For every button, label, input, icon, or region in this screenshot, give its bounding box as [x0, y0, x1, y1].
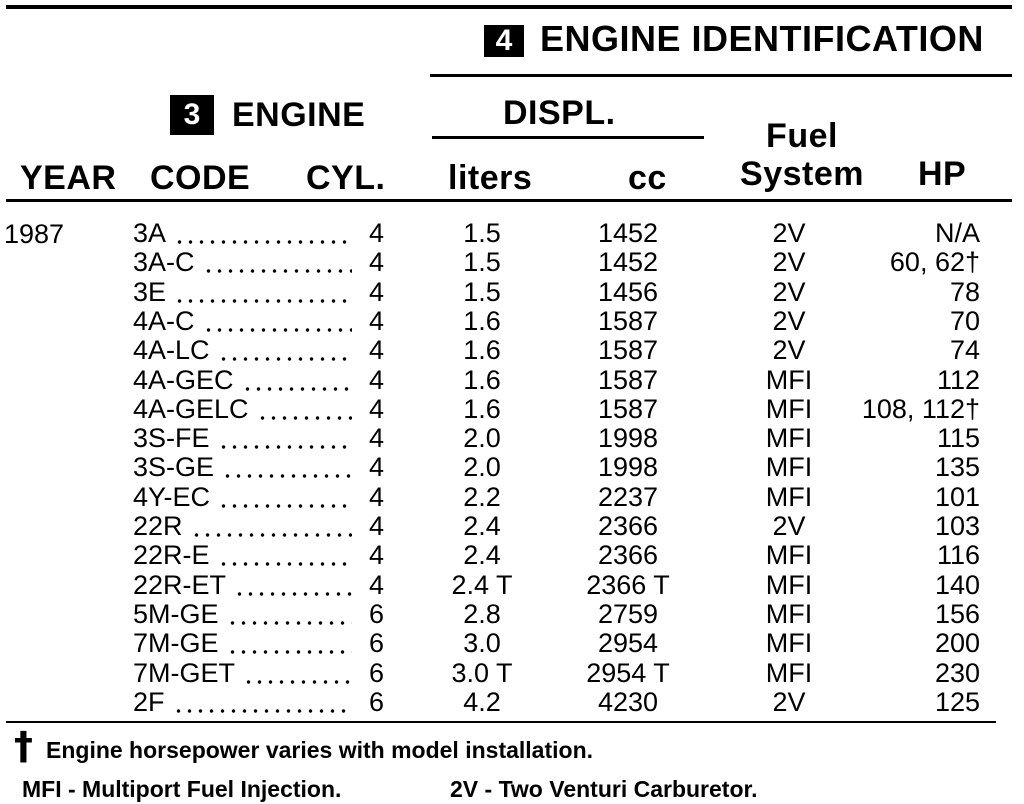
- row-cell-fuel: 2V: [772, 512, 806, 541]
- row-cell-cyl: 6: [368, 629, 384, 659]
- row-cell-fuel: MFI: [765, 599, 813, 629]
- leader-dots: [218, 483, 352, 512]
- row-cell-code: 4A-GELC: [133, 394, 249, 424]
- row-cell-fuel: MFI: [765, 453, 813, 483]
- row-cell-cc: 1587: [597, 336, 659, 366]
- row-cell-fuel: MFI: [765, 658, 813, 688]
- table-row: [0, 688, 1024, 717]
- row-cell-fuel: 2V: [772, 248, 806, 278]
- row-cell-cc: 1587: [597, 365, 659, 395]
- row-cell-hp: 116: [936, 541, 980, 571]
- row-cell-code: 7M-GET: [133, 658, 236, 688]
- leader-dots: [218, 336, 352, 365]
- section4-rule: [430, 74, 1012, 77]
- column-header-code: CODE: [150, 159, 251, 197]
- row-cell-cc: 2759: [597, 599, 659, 629]
- row-cell-cyl: 4: [368, 512, 384, 541]
- row-cell-code: 7M-GE: [133, 629, 219, 659]
- row-cell-fuel: MFI: [765, 394, 813, 424]
- row-cell-cc: 1587: [597, 394, 659, 424]
- row-cell-fuel: MFI: [765, 629, 813, 659]
- row-cell-cyl: 6: [368, 599, 384, 629]
- row-cell-cc: 2366: [597, 512, 659, 541]
- table-row: [0, 600, 1024, 629]
- leader-dots: [227, 600, 352, 629]
- leader-dots: [218, 541, 352, 570]
- row-cell-hp: 200: [934, 629, 980, 659]
- row-cell-cyl: 6: [368, 658, 384, 688]
- row-cell-liters: 1.5: [463, 277, 501, 307]
- row-cell-cyl: 4: [368, 336, 384, 366]
- row-cell-cyl: 4: [368, 424, 384, 454]
- row-cell-cc: 1452: [597, 248, 659, 278]
- table-row: [0, 219, 1024, 248]
- row-cell-cyl: 4: [368, 394, 384, 424]
- leader-dots: [234, 571, 352, 600]
- row-cell-code: 3A: [133, 219, 167, 248]
- row-cell-hp: 108, 112†: [861, 394, 980, 424]
- leader-dots: [227, 629, 352, 658]
- row-cell-cc: 1998: [597, 424, 659, 454]
- row-cell-code: 5M-GE: [133, 599, 219, 629]
- row-cell-hp: 156: [934, 599, 980, 629]
- row-cell-hp: 70: [949, 306, 980, 336]
- table-row: [0, 541, 1024, 570]
- row-cell-fuel: 2V: [772, 306, 806, 336]
- row-cell-liters: 1.5: [463, 219, 501, 248]
- row-cell-cyl: 4: [368, 219, 384, 248]
- row-cell-fuel: MFI: [765, 365, 813, 395]
- footnote-2v: 2V - Two Venturi Carburetor.: [450, 776, 758, 802]
- row-cell-code: 4A-GEC: [133, 365, 234, 395]
- top-rule: [6, 5, 1012, 9]
- table-row: [0, 395, 1024, 424]
- row-cell-liters: 1.6: [463, 365, 501, 395]
- row-cell-cc: 2237: [597, 482, 659, 512]
- row-cell-hp: N/A: [934, 219, 980, 248]
- row-cell-cyl: 4: [368, 277, 384, 307]
- row-cell-liters: 1.6: [463, 336, 501, 366]
- leader-dots: [257, 395, 352, 424]
- displ-rule: [432, 136, 704, 139]
- row-cell-liters: 4.2: [463, 687, 501, 717]
- row-cell-cyl: 6: [368, 687, 384, 717]
- row-cell-fuel: MFI: [765, 570, 813, 600]
- leader-dots: [174, 219, 352, 248]
- row-cell-cc: 1587: [597, 306, 659, 336]
- row-cell-hp: 103: [934, 512, 980, 541]
- row-cell-hp: 78: [949, 277, 980, 307]
- row-cell-cc: 2366 T: [586, 570, 670, 600]
- row-cell-fuel: 2V: [772, 687, 806, 717]
- table-row: [0, 248, 1024, 277]
- dagger-icon: †: [14, 724, 33, 768]
- column-header-cyl: CYL.: [306, 159, 386, 197]
- table-row: [0, 307, 1024, 336]
- leader-dots: [191, 512, 352, 541]
- row-cell-fuel: 2V: [772, 277, 806, 307]
- row-cell-cyl: 4: [368, 453, 384, 483]
- row-cell-liters: 2.0: [463, 453, 501, 483]
- table-row: [0, 336, 1024, 365]
- table-row: [0, 659, 1024, 688]
- row-cell-hp: 230: [934, 658, 980, 688]
- column-header-year: YEAR: [20, 159, 117, 197]
- table-bottom-rule: [6, 721, 996, 723]
- row-cell-hp: 112: [936, 365, 980, 395]
- column-header-fuel-line1: Fuel: [766, 117, 838, 155]
- column-header-fuel-line2: System: [740, 155, 864, 193]
- leader-dots: [174, 278, 352, 307]
- row-cell-liters: 2.4: [463, 541, 501, 571]
- leader-dots: [242, 366, 352, 395]
- row-cell-hp: 74: [949, 336, 980, 366]
- table-row: [0, 278, 1024, 307]
- table-row: [0, 424, 1024, 453]
- column-header-cc: cc: [628, 159, 667, 197]
- displ-title: DISPL.: [503, 94, 616, 132]
- row-cell-fuel: MFI: [765, 482, 813, 512]
- row-cell-liters: 2.4 T: [451, 570, 513, 600]
- table-row: [0, 512, 1024, 541]
- leader-dots: [203, 307, 352, 336]
- row-cell-liters: 2.8: [463, 599, 501, 629]
- row-cell-fuel: MFI: [765, 424, 813, 454]
- row-cell-cc: 4230: [597, 687, 659, 717]
- row-cell-hp: 101: [934, 482, 980, 512]
- section-3-title: ENGINE: [232, 96, 366, 134]
- header-bottom-rule: [6, 199, 1012, 202]
- row-cell-code: 3E: [133, 277, 167, 307]
- footnote-dagger-text: Engine horsepower varies with model installation.: [46, 737, 594, 763]
- table-row: [0, 483, 1024, 512]
- row-cell-hp: 140: [934, 570, 980, 600]
- row-cell-cyl: 4: [368, 306, 384, 336]
- section-3-badge: 3: [170, 95, 214, 135]
- leader-dots: [218, 424, 352, 453]
- row-cell-code: 22R-E: [133, 541, 210, 571]
- row-cell-fuel: MFI: [765, 541, 813, 571]
- row-cell-liters: 3.0 T: [451, 658, 513, 688]
- leader-dots: [173, 688, 352, 717]
- row-cell-code: 22R-ET: [133, 570, 227, 600]
- row-cell-code: 3S-GE: [133, 453, 215, 483]
- row-cell-liters: 3.0: [463, 629, 501, 659]
- row-cell-fuel: 2V: [772, 219, 806, 248]
- row-cell-cc: 1998: [597, 453, 659, 483]
- row-cell-liters: 1.6: [463, 394, 501, 424]
- section-4-badge: 4: [484, 25, 524, 57]
- row-cell-code: 4A-LC: [133, 336, 210, 366]
- row-cell-code: 3S-FE: [133, 424, 210, 454]
- row-cell-liters: 2.0: [463, 424, 501, 454]
- row-cell-hp: 135: [934, 453, 980, 483]
- leader-dots: [203, 248, 352, 277]
- row-cell-hp: 125: [934, 687, 980, 717]
- row-cell-liters: 2.4: [463, 512, 501, 541]
- year-cell: 1987: [4, 219, 65, 249]
- row-cell-code: 4Y-EC: [133, 482, 211, 512]
- row-cell-fuel: 2V: [772, 336, 806, 366]
- row-cell-cyl: 4: [368, 248, 384, 278]
- footnote-mfi: MFI - Multiport Fuel Injection.: [22, 776, 342, 802]
- column-header-liters: liters: [448, 159, 533, 197]
- table-row: [0, 629, 1024, 658]
- row-cell-code: 3A-C: [133, 248, 195, 278]
- row-cell-hp: 115: [936, 424, 980, 454]
- row-cell-liters: 2.2: [463, 482, 501, 512]
- section-4-title: ENGINE IDENTIFICATION: [540, 18, 984, 59]
- row-cell-liters: 1.5: [463, 248, 501, 278]
- row-cell-code: 22R: [133, 512, 183, 541]
- row-cell-cc: 1456: [597, 277, 659, 307]
- row-cell-cc: 1452: [597, 219, 659, 248]
- row-cell-cyl: 4: [368, 541, 384, 571]
- row-cell-cyl: 4: [368, 570, 384, 600]
- row-cell-cc: 2366: [597, 541, 659, 571]
- row-cell-cc: 2954 T: [586, 658, 670, 688]
- table-row: [0, 453, 1024, 482]
- row-cell-cyl: 4: [368, 482, 384, 512]
- column-header-hp: HP: [918, 155, 967, 193]
- leader-dots: [222, 453, 352, 482]
- row-cell-code: 2F: [133, 687, 165, 717]
- row-cell-liters: 1.6: [463, 306, 501, 336]
- engine-table-body: [0, 219, 1024, 719]
- row-cell-cc: 2954: [597, 629, 659, 659]
- leader-dots: [243, 659, 352, 688]
- row-cell-code: 4A-C: [133, 306, 195, 336]
- row-cell-hp: 60, 62†: [889, 248, 980, 278]
- table-row: [0, 571, 1024, 600]
- table-row: [0, 366, 1024, 395]
- row-cell-cyl: 4: [368, 365, 384, 395]
